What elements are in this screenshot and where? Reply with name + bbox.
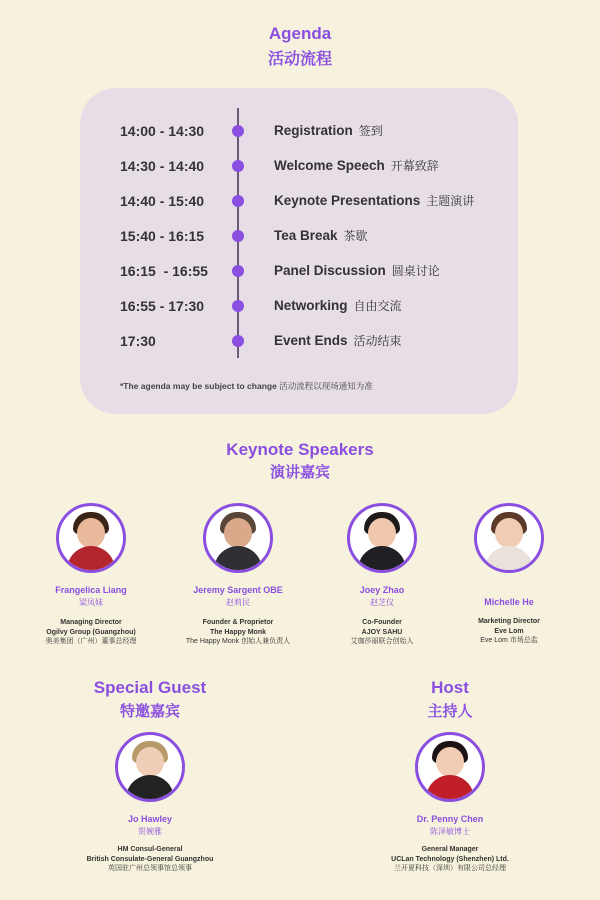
timeline-dot bbox=[232, 195, 244, 207]
agenda-event-en: Event Ends bbox=[274, 333, 348, 348]
speaker-role-line: British Consulate-General Guangzhou bbox=[86, 855, 214, 863]
speaker-role-line: The Happy Monk bbox=[209, 628, 266, 636]
speaker-card bbox=[317, 503, 447, 647]
agenda-event-en: Panel Discussion bbox=[274, 263, 386, 278]
avatar-body bbox=[485, 546, 533, 573]
avatar-body bbox=[214, 546, 262, 573]
agenda-time: 16:55 - 17:30 bbox=[120, 298, 205, 314]
timeline-dot bbox=[232, 335, 244, 347]
speaker-name-zh: 贺婉雅 bbox=[138, 827, 162, 836]
agenda-event bbox=[274, 227, 368, 244]
speaker-role bbox=[173, 618, 303, 647]
agenda-event-zh: 签到 bbox=[358, 124, 383, 138]
host-title-zh: 主持人 bbox=[427, 703, 473, 720]
agenda-time: 14:40 - 15:40 bbox=[120, 193, 205, 209]
agenda-row bbox=[80, 155, 518, 179]
speaker-role-line: The Happy Monk 创始人兼负责人 bbox=[185, 638, 291, 645]
agenda-event-en: Tea Break bbox=[274, 228, 338, 243]
speaker-name-zh: 赵芝仪 bbox=[370, 598, 394, 607]
agenda-card bbox=[80, 88, 518, 414]
agenda-time: 16:15 - 16:55 bbox=[120, 263, 208, 279]
avatar bbox=[203, 503, 273, 573]
agenda-row bbox=[80, 295, 518, 319]
timeline-dot bbox=[232, 265, 244, 277]
timeline-dot bbox=[232, 230, 244, 242]
keynote-title: Keynote Speakers bbox=[226, 440, 374, 459]
agenda-event bbox=[274, 262, 440, 279]
special-guest-card bbox=[85, 732, 215, 874]
speaker-name: Jeremy Sargent OBE bbox=[193, 585, 283, 595]
avatar-face bbox=[136, 747, 164, 777]
avatar-body bbox=[426, 775, 474, 802]
avatar bbox=[115, 732, 185, 802]
agenda-time: 17:30 bbox=[120, 333, 156, 349]
agenda-event-en: Keynote Presentations bbox=[274, 193, 421, 208]
speaker-role-line: Ogilvy Group (Guangzhou) bbox=[46, 628, 136, 636]
avatar-face bbox=[224, 518, 252, 548]
speaker-role-line: UCLan Technology (Shenzhen) Ltd. bbox=[391, 855, 509, 863]
agenda-row bbox=[80, 120, 518, 144]
agenda-note-en: *The agenda may be subject to change bbox=[120, 381, 277, 391]
speaker-role-line: 奥美集团（广州）董事总经理 bbox=[45, 638, 137, 645]
avatar-body bbox=[67, 546, 115, 573]
agenda-row bbox=[80, 260, 518, 284]
speaker-role bbox=[85, 845, 215, 874]
speaker-name: Michelle He bbox=[484, 597, 534, 607]
agenda-row bbox=[80, 225, 518, 249]
speaker-role-line: Founder & Proprietor bbox=[202, 619, 274, 626]
avatar bbox=[56, 503, 126, 573]
speaker-name: Frangelica Liang bbox=[55, 585, 127, 595]
keynote-title-zh: 演讲嘉宾 bbox=[269, 464, 330, 481]
agenda-event bbox=[274, 297, 402, 314]
speaker-role-line: Managing Director bbox=[60, 619, 122, 626]
speaker-role-line: Eve Lom bbox=[494, 627, 524, 635]
agenda-event-en: Registration bbox=[274, 123, 353, 138]
agenda-row bbox=[80, 190, 518, 214]
special-guest-title-zh: 特邀嘉宾 bbox=[119, 703, 180, 720]
avatar-face bbox=[77, 518, 105, 548]
speaker-role-line: 艾珈莎丽联合创始人 bbox=[350, 638, 414, 645]
speaker-name-zh: 梁凤妹 bbox=[79, 598, 103, 607]
speaker-card bbox=[26, 503, 156, 647]
speaker-role-line: 兰开夏科技（深圳）有限公司总经理 bbox=[394, 865, 506, 872]
speaker-role-line: 英国驻广州总领事馆总领事 bbox=[108, 865, 192, 872]
avatar-face bbox=[436, 747, 464, 777]
agenda-event-zh: 活动结束 bbox=[353, 334, 402, 348]
agenda-time: 14:30 - 14:40 bbox=[120, 158, 205, 174]
host-card bbox=[385, 732, 515, 874]
avatar bbox=[474, 503, 544, 573]
speaker-role-line: Co-Founder bbox=[362, 619, 402, 626]
speaker-name: Dr. Penny Chen bbox=[416, 814, 484, 824]
avatar-face bbox=[495, 518, 523, 548]
agenda-title-zh: 活动流程 bbox=[267, 51, 332, 68]
speaker-role bbox=[317, 618, 447, 647]
agenda-event bbox=[274, 332, 402, 349]
speaker-name: Joey Zhao bbox=[359, 585, 405, 595]
speaker-role-line: General Manager bbox=[421, 846, 479, 853]
speaker-card bbox=[173, 503, 303, 647]
speaker-name: Jo Hawley bbox=[127, 814, 173, 824]
special-guest-title: Special Guest bbox=[93, 678, 207, 697]
agenda-event-en: Welcome Speech bbox=[274, 158, 385, 173]
speaker-role bbox=[444, 617, 574, 646]
avatar bbox=[347, 503, 417, 573]
avatar bbox=[415, 732, 485, 802]
host-title: Host bbox=[431, 678, 469, 697]
agenda-event bbox=[274, 157, 439, 174]
agenda-event-zh: 茶歇 bbox=[343, 229, 368, 243]
speaker-card bbox=[444, 503, 574, 646]
timeline-dot bbox=[232, 125, 244, 137]
agenda-event-zh: 圆桌讨论 bbox=[391, 264, 440, 278]
timeline-dot bbox=[232, 160, 244, 172]
agenda-event bbox=[274, 192, 474, 209]
agenda-event-zh: 自由交流 bbox=[353, 299, 402, 313]
speaker-role-line: Eve Lom 市场总监 bbox=[480, 637, 538, 644]
agenda-event-en: Networking bbox=[274, 298, 348, 313]
agenda-row bbox=[80, 330, 518, 354]
speaker-role bbox=[26, 618, 156, 647]
avatar-body bbox=[126, 775, 174, 802]
speaker-role-line: AJOY SAHU bbox=[361, 628, 403, 636]
agenda-event-zh: 开幕致辞 bbox=[390, 159, 439, 173]
avatar-face bbox=[368, 518, 396, 548]
speaker-role-line: HM Consul-General bbox=[117, 846, 183, 853]
speaker-name-zh: 陈泽敏博士 bbox=[430, 827, 470, 836]
agenda-time: 15:40 - 16:15 bbox=[120, 228, 205, 244]
agenda-note bbox=[120, 380, 373, 392]
avatar-body bbox=[358, 546, 406, 573]
agenda-title: Agenda bbox=[268, 24, 332, 43]
agenda-note-zh: 活动流程以现场通知为准 bbox=[279, 381, 373, 391]
agenda-event bbox=[274, 122, 383, 139]
speaker-role-line: Marketing Director bbox=[478, 618, 540, 625]
agenda-time: 14:00 - 14:30 bbox=[120, 123, 205, 139]
timeline-dot bbox=[232, 300, 244, 312]
speaker-name-zh: 赵莉民 bbox=[226, 598, 250, 607]
agenda-event-zh: 主题演讲 bbox=[426, 194, 475, 208]
speaker-role bbox=[365, 845, 535, 874]
